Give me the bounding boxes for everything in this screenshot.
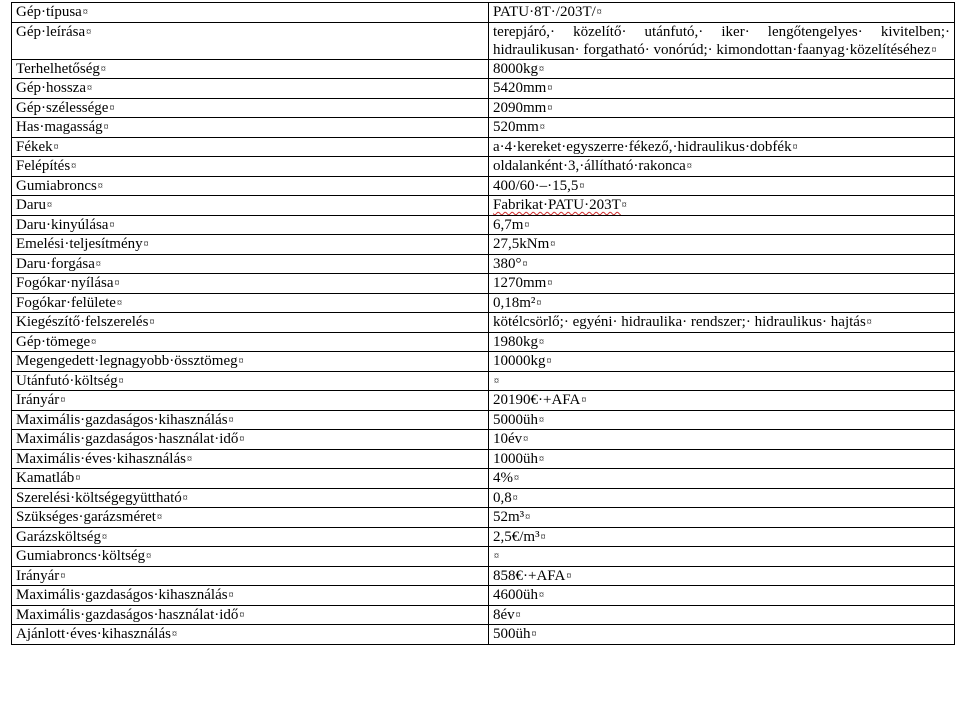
table-row <box>12 391 955 411</box>
table-row <box>12 508 955 528</box>
row-label: Maximális·gazdaságos·használat·idő¤ <box>12 430 489 450</box>
cell-end-mark: ¤ <box>539 453 544 465</box>
row-label: Maximális·gazdaságos·kihasználás¤ <box>12 586 489 606</box>
table-row <box>12 176 955 196</box>
cell-end-mark: ¤ <box>547 102 553 114</box>
cell-end-mark: ¤ <box>60 570 66 582</box>
table-row <box>12 371 955 391</box>
row-label: Gép·leírása¤ <box>12 22 489 59</box>
cell-end-mark: ¤ <box>621 200 627 211</box>
row-value: 500üh¤ <box>489 625 955 645</box>
table-row <box>12 157 955 177</box>
table-row <box>12 332 955 352</box>
cell-end-mark: ¤ <box>539 590 544 601</box>
row-value: 380°¤ <box>489 254 955 274</box>
row-value: 0,18m²¤ <box>489 293 955 313</box>
row-label: Maximális·gazdaságos·használat·idő¤ <box>12 605 489 625</box>
table-row <box>12 566 955 586</box>
table-row <box>12 352 955 372</box>
cell-end-mark: ¤ <box>512 492 518 504</box>
cell-end-mark: ¤ <box>146 551 152 562</box>
row-value: 2090mm¤ <box>489 98 955 118</box>
row-label: Garázsköltség¤ <box>12 527 489 547</box>
cell-end-mark: ¤ <box>525 512 531 523</box>
table-row <box>12 547 955 567</box>
row-label: Gumiabroncs·költség¤ <box>12 547 489 567</box>
cell-end-mark: ¤ <box>101 531 107 543</box>
row-value: 8év¤ <box>489 605 955 625</box>
row-label: Gép·hossza¤ <box>12 79 489 99</box>
row-label: Ajánlott·éves·kihasználás¤ <box>12 625 489 645</box>
row-value: oldalanként·3,·állítható·rakonca¤ <box>489 157 955 177</box>
cell-end-mark: ¤ <box>239 609 245 621</box>
table-row <box>12 196 955 216</box>
cell-end-mark: ¤ <box>539 414 544 426</box>
row-label: Daru·kinyúlása¤ <box>12 215 489 235</box>
table-row <box>12 410 955 430</box>
table-row <box>12 586 955 606</box>
row-label: Kamatláb¤ <box>12 469 489 489</box>
row-value: a·4·kereket·egyszerre·fékező,·hidraulikus·dobfék¤ <box>489 137 955 157</box>
row-value: 5420mm¤ <box>489 79 955 99</box>
cell-end-mark: ¤ <box>514 473 519 484</box>
row-label: Gép·tömege¤ <box>12 332 489 352</box>
row-value: 858€·+AFA¤ <box>489 566 955 586</box>
row-value: 520mm¤ <box>489 118 955 138</box>
cell-end-mark: ¤ <box>114 278 120 289</box>
row-value: 4600üh¤ <box>489 586 955 606</box>
row-value: 10000kg¤ <box>489 352 955 372</box>
cell-end-mark: ¤ <box>540 531 546 543</box>
cell-end-mark: ¤ <box>550 239 556 250</box>
cell-end-mark: ¤ <box>539 336 544 348</box>
cell-end-mark: ¤ <box>596 7 602 18</box>
row-value: 4%¤ <box>489 469 955 489</box>
row-value: PATU·8T·/203T/¤ <box>489 3 955 23</box>
cell-end-mark: ¤ <box>238 356 244 367</box>
row-value: 1270mm¤ <box>489 274 955 294</box>
cell-end-mark: ¤ <box>97 180 103 192</box>
table-row <box>12 59 955 79</box>
cell-end-mark: ¤ <box>47 200 52 211</box>
row-label: Gép·szélessége¤ <box>12 98 489 118</box>
row-value <box>489 371 955 391</box>
cell-end-mark: ¤ <box>539 122 545 133</box>
table-row <box>12 488 955 508</box>
row-value <box>489 547 955 567</box>
table-row <box>12 430 955 450</box>
row-value: 0,8¤ <box>489 488 955 508</box>
table-row <box>12 625 955 645</box>
row-label: Szerelési·költségegyüttható¤ <box>12 488 489 508</box>
row-label: Has·magasság¤ <box>12 118 489 138</box>
table-row <box>12 79 955 99</box>
cell-end-mark: ¤ <box>86 83 92 94</box>
row-label: Irányár¤ <box>12 391 489 411</box>
cell-end-mark: ¤ <box>116 297 122 309</box>
row-value: kötélcsörlő;· egyéni· hidraulika· rendszer;· hidraulikus· hajtás¤ <box>489 313 955 333</box>
table-row <box>12 215 955 235</box>
row-label: Szükséges·garázsméret¤ <box>12 508 489 528</box>
row-value: terepjáró,· közelítő· utánfutó,· iker· lengőtengelyes· kivitelben;· hidraulikusan· forgatható· vonórúd;· kimondottan·faanyag·közelítéséhez¤ <box>489 22 955 59</box>
cell-end-mark: ¤ <box>143 239 149 250</box>
row-label: Gumiabroncs¤ <box>12 176 489 196</box>
cell-end-mark: ¤ <box>53 141 59 153</box>
cell-end-mark: ¤ <box>566 570 572 582</box>
cell-end-mark: ¤ <box>547 278 553 289</box>
row-value: 10év¤ <box>489 430 955 450</box>
cell-end-mark: ¤ <box>522 258 528 270</box>
table-row <box>12 3 955 23</box>
cell-end-mark: ¤ <box>686 161 692 172</box>
row-label: Irányár¤ <box>12 566 489 586</box>
row-value: 52m³¤ <box>489 508 955 528</box>
cell-end-mark: ¤ <box>109 102 115 114</box>
row-value: 8000kg¤ <box>489 59 955 79</box>
row-label: Fékek¤ <box>12 137 489 157</box>
cell-end-mark: ¤ <box>95 258 101 270</box>
row-value: 27,5kNm¤ <box>489 235 955 255</box>
cell-end-mark: ¤ <box>100 63 106 75</box>
row-value: 1000üh¤ <box>489 449 955 469</box>
row-value: 1980kg¤ <box>489 332 955 352</box>
table-row <box>12 254 955 274</box>
cell-end-mark: ¤ <box>515 609 521 621</box>
row-label: Fogókar·felülete¤ <box>12 293 489 313</box>
row-label: Gép·típusa¤ <box>12 3 489 23</box>
spec-table-body <box>12 3 955 645</box>
row-label: Terhelhetőség¤ <box>12 59 489 79</box>
cell-end-mark: ¤ <box>523 434 529 445</box>
table-row <box>12 98 955 118</box>
table-row <box>12 293 955 313</box>
cell-end-mark: ¤ <box>82 7 88 18</box>
table-row <box>12 22 955 59</box>
cell-end-mark: ¤ <box>228 590 234 601</box>
cell-end-mark: ¤ <box>118 375 124 387</box>
row-label: Emelési·teljesítmény¤ <box>12 235 489 255</box>
cell-end-mark: ¤ <box>494 551 499 562</box>
cell-end-mark: ¤ <box>86 26 92 38</box>
cell-end-mark: ¤ <box>109 219 115 231</box>
cell-end-mark: ¤ <box>149 317 155 328</box>
table-row <box>12 274 955 294</box>
row-value: 2,5€/m³¤ <box>489 527 955 547</box>
row-value: 6,7m¤ <box>489 215 955 235</box>
row-label: Maximális·gazdaságos·kihasználás¤ <box>12 410 489 430</box>
cell-end-mark: ¤ <box>228 414 234 426</box>
cell-end-mark: ¤ <box>494 375 499 387</box>
row-label: Maximális·éves·kihasználás¤ <box>12 449 489 469</box>
cell-end-mark: ¤ <box>71 161 77 172</box>
cell-end-mark: ¤ <box>931 44 937 56</box>
table-row <box>12 137 955 157</box>
cell-end-mark: ¤ <box>182 492 188 504</box>
row-label: Megengedett·legnagyobb·össztömeg¤ <box>12 352 489 372</box>
cell-end-mark: ¤ <box>524 219 530 231</box>
cell-end-mark: ¤ <box>546 356 552 367</box>
table-row <box>12 605 955 625</box>
table-row <box>12 469 955 489</box>
row-label: Kiegészítő·felszerelés¤ <box>12 313 489 333</box>
row-label: Felépítés¤ <box>12 157 489 177</box>
cell-end-mark: ¤ <box>171 629 177 640</box>
row-value: 400/60·–·15,5¤ <box>489 176 955 196</box>
cell-end-mark: ¤ <box>239 434 245 445</box>
table-row <box>12 449 955 469</box>
cell-end-mark: ¤ <box>547 83 553 94</box>
cell-end-mark: ¤ <box>539 63 544 75</box>
cell-end-mark: ¤ <box>579 180 585 192</box>
table-row <box>12 313 955 333</box>
cell-end-mark: ¤ <box>186 453 192 465</box>
row-value: 20190€·+AFA¤ <box>489 391 955 411</box>
table-row <box>12 235 955 255</box>
cell-end-mark: ¤ <box>581 395 587 406</box>
cell-end-mark: ¤ <box>91 336 97 348</box>
row-value <box>489 196 955 216</box>
spellcheck-underlined-text: Fabrikat·PATU·203T <box>493 197 621 213</box>
cell-end-mark: ¤ <box>75 473 81 484</box>
cell-end-mark: ¤ <box>866 317 872 328</box>
row-value: 5000üh¤ <box>489 410 955 430</box>
table-row <box>12 527 955 547</box>
cell-end-mark: ¤ <box>60 395 66 406</box>
row-label: Daru¤ <box>12 196 489 216</box>
cell-end-mark: ¤ <box>156 512 162 523</box>
cell-end-mark: ¤ <box>531 629 537 640</box>
row-label: Fogókar·nyílása¤ <box>12 274 489 294</box>
cell-end-mark: ¤ <box>536 297 542 309</box>
cell-end-mark: ¤ <box>103 122 109 133</box>
cell-end-mark: ¤ <box>792 141 798 153</box>
row-label: Daru·forgása¤ <box>12 254 489 274</box>
table-row <box>12 118 955 138</box>
spec-table <box>11 2 955 645</box>
row-label: Utánfutó·költség¤ <box>12 371 489 391</box>
